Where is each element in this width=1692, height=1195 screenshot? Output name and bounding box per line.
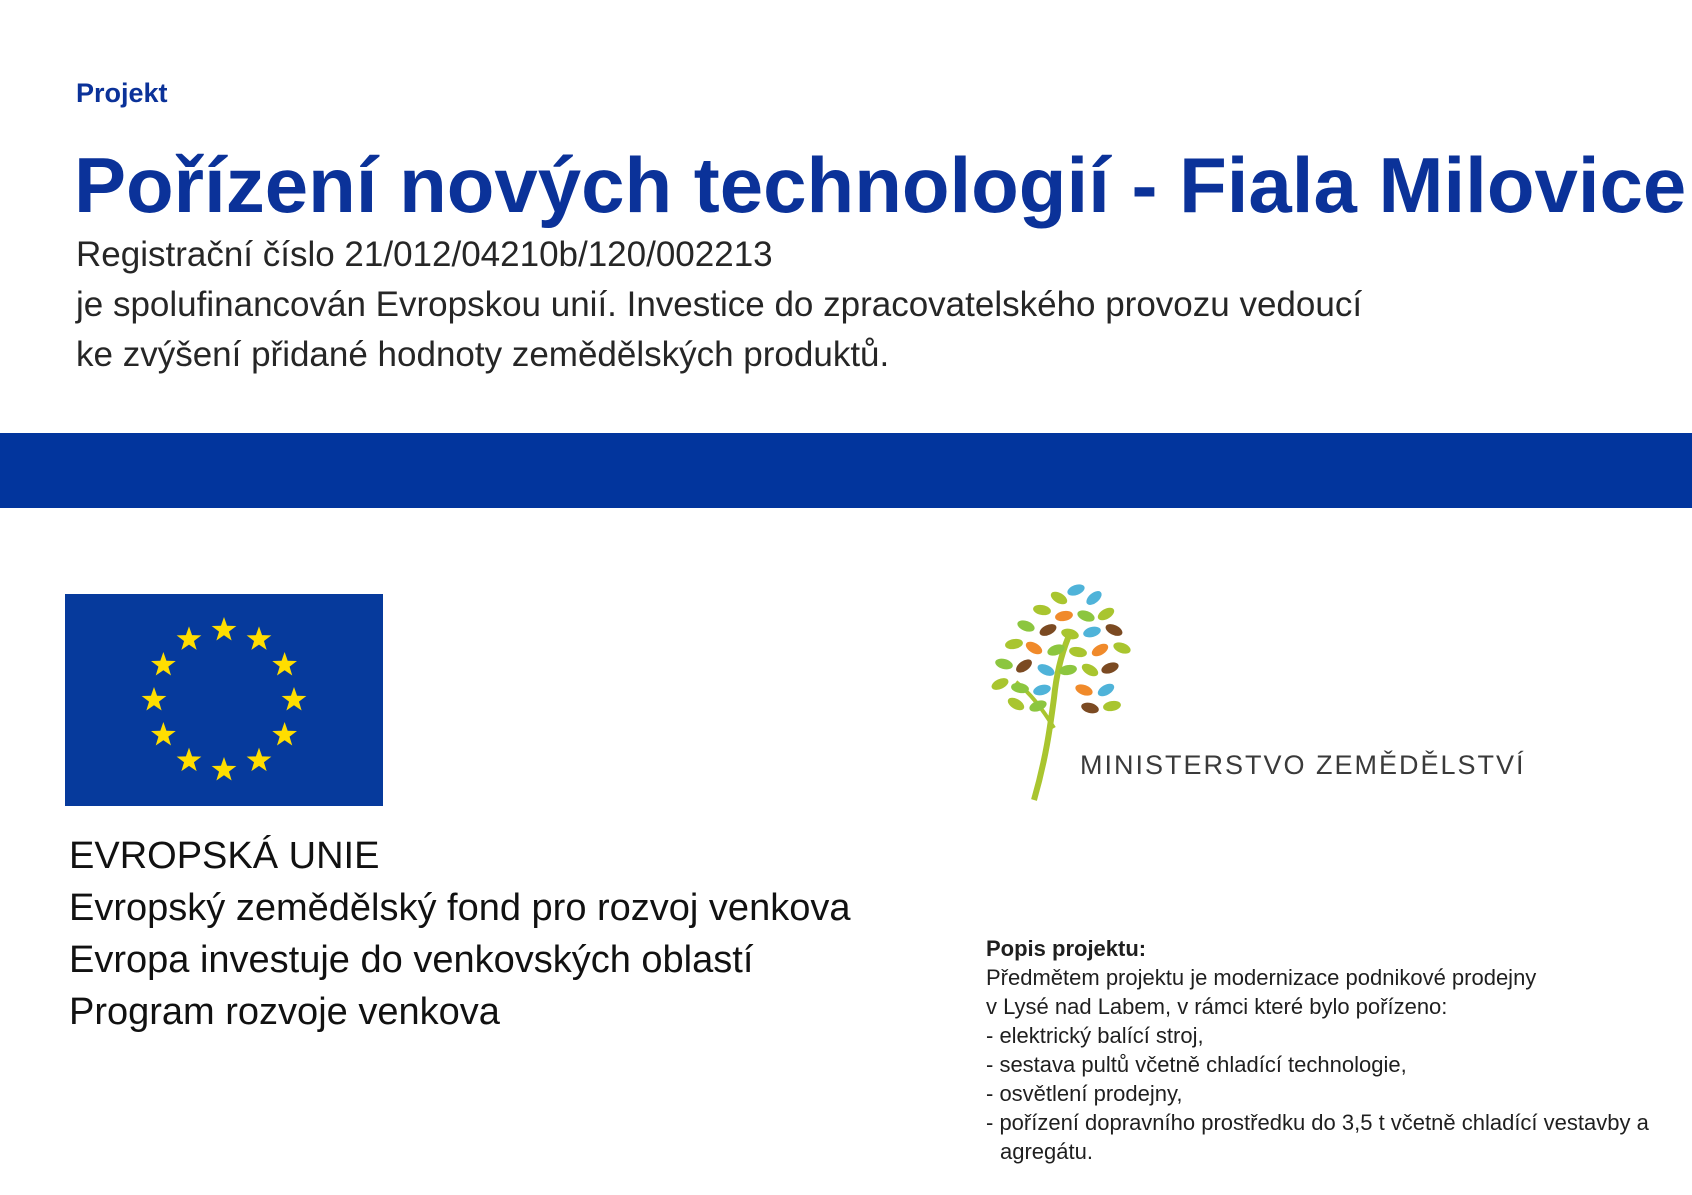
ministry-name: MINISTERSTVO ZEMĚDĚLSTVÍ bbox=[1080, 750, 1526, 780]
leaf-icon bbox=[1074, 682, 1094, 698]
leaf-icon bbox=[1082, 625, 1102, 639]
leaf-icon bbox=[1104, 622, 1125, 639]
leaf-icon bbox=[994, 657, 1014, 671]
leaf-icon bbox=[1036, 662, 1057, 679]
description-line-1: je spolufinancován Evropskou unií. Investice do zpracovatelského provozu vedoucí bbox=[76, 285, 1363, 324]
leaf-icon bbox=[1004, 638, 1023, 651]
description-heading: Popis projektu: bbox=[986, 936, 1147, 961]
project-title: Pořízení nových technologií - Fiala Milovice bbox=[74, 141, 1687, 229]
eu-line-2: Evropský zemědělský fond pro rozvoj venkova bbox=[69, 887, 851, 929]
description-line-2: ke zvýšení přidané hodnoty zemědělských produktů. bbox=[76, 335, 890, 374]
leaf-icon bbox=[1080, 661, 1101, 679]
leaf-icon bbox=[1014, 657, 1034, 676]
description-item: - osvětlení prodejny, bbox=[986, 1081, 1183, 1106]
blue-band bbox=[0, 433, 1692, 508]
description-intro-2: v Lysé nad Labem, v rámci které bylo pořízeno: bbox=[986, 994, 1448, 1019]
leaf-icon bbox=[1038, 622, 1059, 639]
leaf-icon bbox=[1112, 640, 1132, 656]
leaf-icon bbox=[1032, 604, 1051, 617]
leaf-icon bbox=[1102, 700, 1121, 713]
description-item: - pořízení dopravního prostředku do 3,5 t včetně chladící vestavby a agregátu. bbox=[986, 1110, 1649, 1164]
description-item: - sestava pultů včetně chladící technologie, bbox=[986, 1052, 1407, 1077]
leaf-icon bbox=[1080, 701, 1100, 715]
leaf-icon bbox=[1076, 608, 1096, 624]
leaf-icon bbox=[1066, 582, 1086, 598]
project-label: Projekt bbox=[76, 78, 168, 108]
eu-line-1: EVROPSKÁ UNIE bbox=[69, 835, 380, 877]
eu-flag-icon bbox=[65, 594, 383, 806]
leaf-icon bbox=[1054, 610, 1073, 623]
description-intro-1: Předmětem projektu je modernizace podnikové prodejny bbox=[986, 965, 1537, 990]
eu-line-4: Program rozvoje venkova bbox=[69, 991, 500, 1033]
description-item: - elektrický balící stroj, bbox=[986, 1023, 1204, 1048]
leaf-icon bbox=[1100, 660, 1120, 676]
leaf-icon bbox=[990, 676, 1011, 693]
leaf-icon bbox=[1060, 627, 1080, 641]
leaf-icon bbox=[1084, 588, 1104, 607]
leaf-icon bbox=[1024, 639, 1045, 657]
leaf-icon bbox=[1096, 605, 1117, 623]
leaf-icon bbox=[1016, 618, 1036, 634]
leaf-icon bbox=[1090, 641, 1111, 659]
leaf-icon bbox=[1049, 589, 1070, 607]
leaf-icon bbox=[1006, 695, 1027, 713]
registration-number: Registrační číslo 21/012/04210b/120/002213 bbox=[76, 235, 773, 274]
project-description bbox=[986, 934, 1670, 1166]
leaf-icon bbox=[1068, 646, 1087, 659]
leaf-icon bbox=[1096, 681, 1117, 699]
leaf-icon bbox=[1032, 683, 1052, 697]
eu-line-3: Evropa investuje do venkovských oblastí bbox=[69, 939, 754, 981]
